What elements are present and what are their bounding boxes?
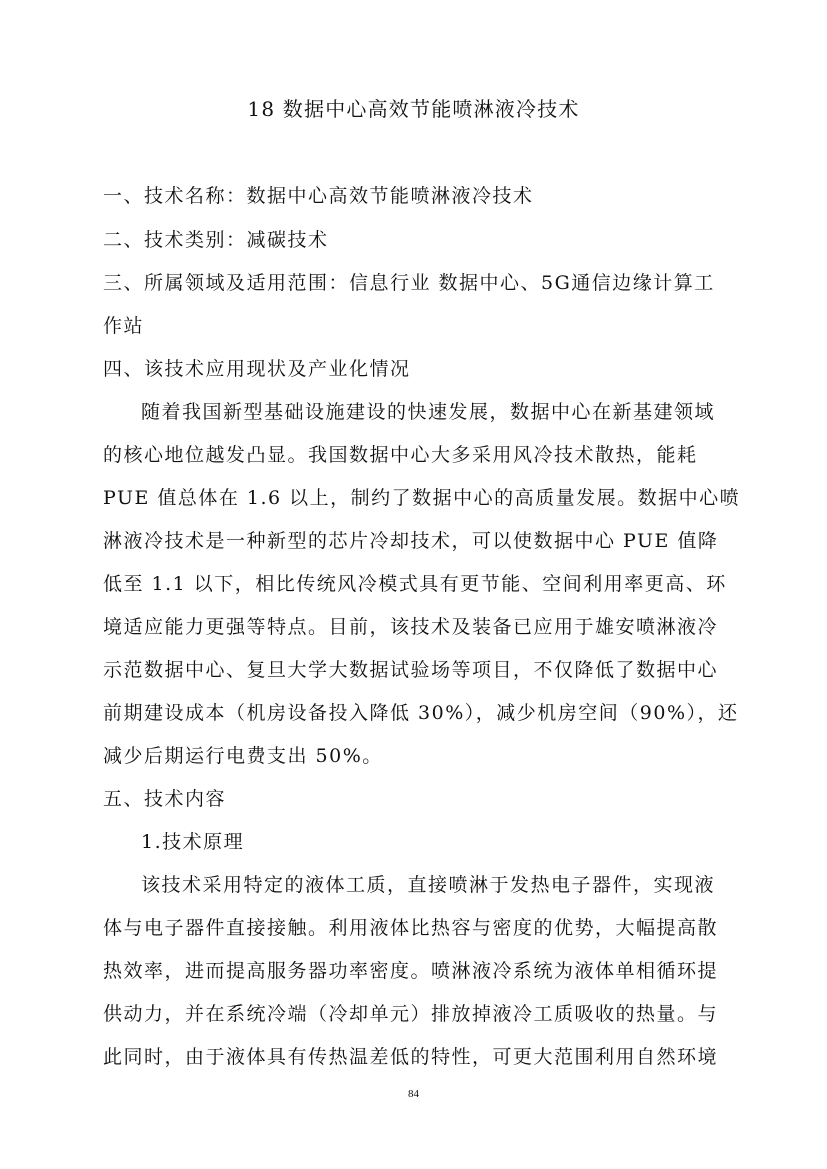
paragraph-line: 低至 1.1 以下，相比传统风冷模式具有更节能、空间利用率更高、环 [103,573,727,595]
section-heading-tech-name: 一、技术名称：数据中心高效节能喷淋液冷技术 [103,185,534,207]
paragraph-line: 减少后期运行电费支出 50%。 [103,745,383,767]
paragraph-line: 前期建设成本（机房设备投入降低 30%），减少机房空间（90%），还 [103,702,739,724]
paragraph-line: 随着我国新型基础设施建设的快速发展，数据中心在新基建领域 [141,401,716,423]
paragraph-line: 的核心地位越发凸显。我国数据中心大多采用风冷技术散热，能耗 [103,444,698,466]
section-heading-tech-content: 五、技术内容 [103,788,227,810]
paragraph-line: 体与电子器件直接接触。利用液体比热容与密度的优势，大幅提高散 [103,917,719,939]
paragraph-line: 热效率，进而提高服务器功率密度。喷淋液冷系统为液体单相循环提 [103,960,719,982]
section-heading-scope-cont: 作站 [103,315,145,337]
paragraph-line: 境适应能力更强等特点。目前，该技术及装备已应用于雄安喷淋液冷 [103,616,719,638]
paragraph-line: PUE 值总体在 1.6 以上，制约了数据中心的高质量发展。数据中心喷 [103,487,741,509]
section-heading-tech-category: 二、技术类别：减碳技术 [103,229,329,251]
paragraph-line: 供动力，并在系统冷端（冷却单元）排放掉液冷工质吸收的热量。与 [103,1003,719,1025]
paragraph-line: 淋液冷技术是一种新型的芯片冷却技术，可以使数据中心 PUE 值降 [103,530,719,552]
paragraph-line: 此同时，由于液体具有传热温差低的特性，可更大范围利用自然环境 [103,1046,719,1068]
page-number: 84 [408,1088,419,1100]
document-title: 18 数据中心高效节能喷淋液冷技术 [247,97,580,121]
paragraph-line: 该技术采用特定的液体工质，直接喷淋于发热电子器件，实现液 [141,874,716,896]
subsection-heading-principle: 1.技术原理 [141,831,245,853]
paragraph-line: 示范数据中心、复旦大学大数据试验场等项目，不仅降低了数据中心 [103,659,719,681]
section-heading-scope: 三、所属领域及适用范围：信息行业 数据中心、5G通信边缘计算工 [103,272,715,294]
section-heading-application-status: 四、该技术应用现状及产业化情况 [103,358,411,380]
